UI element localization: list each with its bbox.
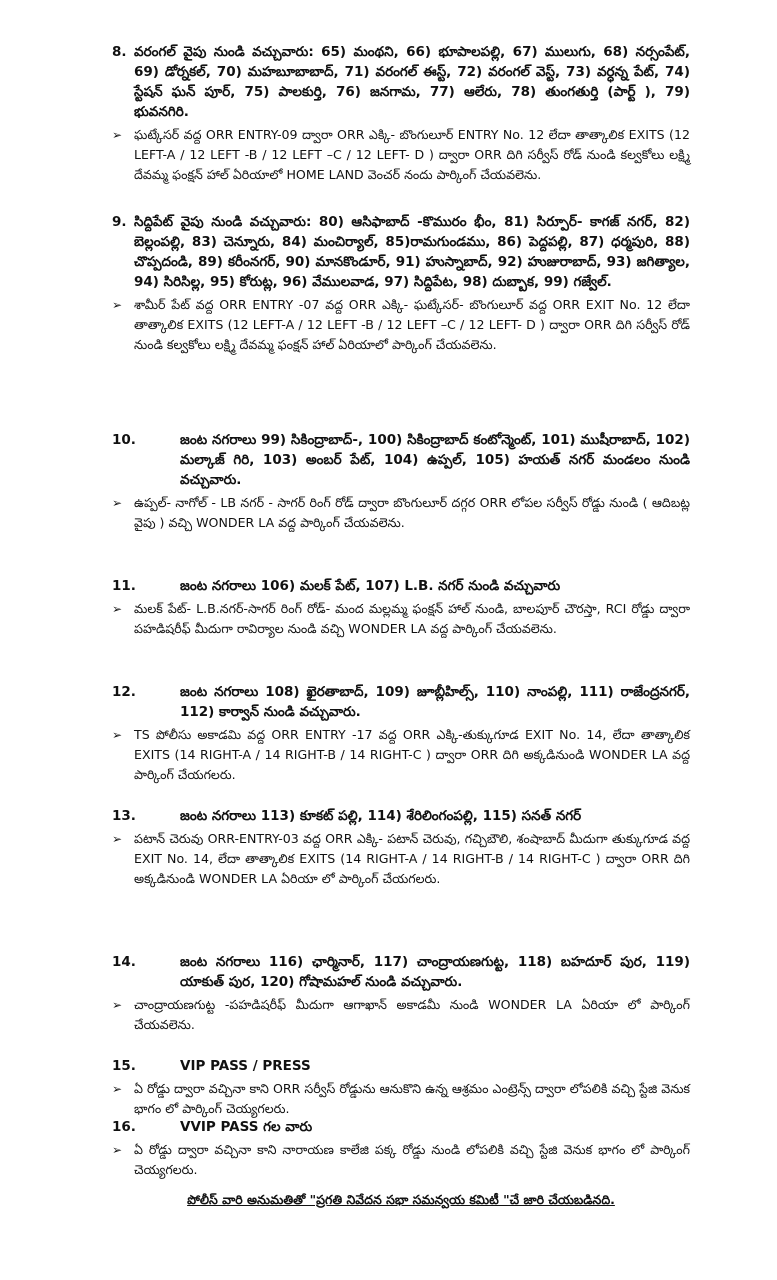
- section-number: 14.: [112, 954, 136, 970]
- route-bullet: [112, 295, 690, 355]
- section-number: 8.: [112, 44, 127, 60]
- section-heading: [112, 430, 690, 490]
- section-9: [112, 212, 690, 355]
- section-number: 9.: [112, 214, 127, 230]
- arrow-bullet-icon: ➢: [112, 128, 123, 142]
- route-text: మలక్ పేట్- L.B.నగర్-సాగర్ రింగ్ రోడ్- మంద మల్లమ్మ ఫంక్షన్ హాల్ నుండి, బాలపూర్ చౌరస్తా, RCI రోడ్డు ద్వారా పహడిషరీఫ్ మీదుగా రావిర్యాల నుండి వచ్చి WONDER LA వద్ద పార్కింగ్ చేయవలెను.: [134, 601, 690, 636]
- section-title: వరంగల్ వైపు నుండి వచ్చువారు: 65) మంథని, 66) భూపాలపల్లి, 67) ములుగు, 68) నర్సంపేట్, 69) డోర్నకల్, 70) మహబూబాబాద్, 71) వరంగల్ ఈస్ట్, 72) వరంగల్ వెస్ట్, 73) వర్ధన్న పేట్, 74) స్టేషన్ ఘన్ పూర్, 75) పాలకుర్తి, 76) జనగామ, 77) ఆలేరు, 78) తుంగతుర్తి (పార్ట్ ), 79) భువనగిరి.: [134, 44, 690, 120]
- section-heading: [112, 1056, 690, 1076]
- section-number: 16.: [112, 1119, 136, 1135]
- section-heading: [112, 952, 690, 992]
- route-text: ఘట్కేసర్ వద్ద ORR ENTRY-09 ద్వారా ORR ఎక్కి- బొంగులూర్ ENTRY No. 12 లేదా తాత్కాలిక EXITS (12 LEFT-A / 12 LEFT -B / 12 LEFT –C / 12 LEFT- D ) ద్వారా ORR దిగి సర్వీస్ రోడ్ నుండి కల్వకోలు లక్ష్మి దేవమ్మ ఫంక్షన్ హాల్ ఏరియాలో HOME LAND వెంచర్ నందు పార్కింగ్ చేయవలెను.: [134, 127, 690, 182]
- arrow-bullet-icon: ➢: [112, 1082, 123, 1096]
- arrow-bullet-icon: ➢: [112, 832, 123, 846]
- route-text: చాంద్రాయణగుట్ట -పహడిషరీఫ్ మీదుగా ఆగాఖాన్ అకాడమీ నుండి WONDER LA ఏరియా లో పార్కింగ్ చేయవలెను.: [134, 997, 690, 1032]
- route-text: TS పోలీసు అకాడమి వద్ద ORR ENTRY -17 వద్ద ORR ఎక్కి-తుక్కుగూడ EXIT No. 14, లేదా తాత్కాలిక EXITS (14 RIGHT-A / 14 RIGHT-B / 14 RIGHT-C ) ద్వారా ORR దిగి అక్కడినుండి WONDER LA వద్ద పార్కింగ్ చేయగలరు.: [134, 727, 690, 782]
- section-title: సిద్దిపేట్ వైపు నుండి వచ్చువారు: 80) ఆసిఫాబాద్ -కొమురం భీం, 81) సిర్పూర్- కాగజ్ నగర్, 82) బెల్లంపల్లి, 83) చెన్నూరు, 84) మంచిర్యాల్, 85)రామగుండము, 86) పెద్దపల్లి, 87) ధర్మపురి, 88) చొప్పదండి, 89) కరీంనగర్, 90) మానకొండూర్, 91) హుస్నాబాద్, 92) హుజురాబాద్, 93) జగిత్యాల, 94) సిరిసిల్ల, 95) కోరుట్ల, 96) వేములవాడ, 97) సిద్దిపేట, 98) దుబ్బాక, 99) గజ్వేల్.: [134, 214, 690, 290]
- route-text: శామీర్ పేట్ వద్ద ORR ENTRY -07 వద్ద ORR ఎక్కి- ఘట్కేసర్- బొంగులూర్ వద్ద ORR EXIT No. 12 లేదా తాత్కాలిక EXITS (12 LEFT-A / 12 LEFT -B / 12 LEFT –C / 12 LEFT- D ) ద్వారా ORR దిగి సర్వీస్ రోడ్ నుండి కల్వకోలు లక్ష్మి దేవమ్మ ఫంక్షన్ హాల్ ఏరియాలో పార్కింగ్ చేయవలెను.: [134, 297, 690, 352]
- route-bullet: [112, 599, 690, 639]
- route-text: ఉప్పల్- నాగోల్ - LB నగర్ - సాగర్ రింగ్ రోడ్ ద్వారా బొంగులూర్ దగ్గర ORR లోపల సర్వీస్ రోడ్డు నుండి ( ఆదిబట్ల వైపు ) వచ్చి WONDER LA వద్ద పార్కింగ్ చేయవలెను.: [134, 495, 690, 530]
- section-15: [112, 1056, 690, 1119]
- section-title: జంట నగరాలు 108) ఖైరతాబాద్, 109) జూబ్లీహిల్స్, 110) నాంపల్లి, 111) రాజేంద్రనగర్, 112) కార్వాన్ నుండి వచ్చువారు.: [180, 684, 690, 720]
- route-text: ఏ రోడ్డు ద్వారా వచ్చినా కాని నారాయణ కాలేజి పక్క రోడ్డు నుండి లోపలికి వచ్చి స్టేజి వెనుక భాగం లో పార్కింగ్ చెయ్యగలరు.: [134, 1142, 690, 1177]
- section-number: 13.: [112, 808, 136, 824]
- arrow-bullet-icon: ➢: [112, 998, 123, 1012]
- section-title: జంట నగరాలు 116) ఛార్మినార్, 117) చాంద్రాయణగుట్ట, 118) బహదూర్ పుర, 119) యాకుత్ పుర, 120) గోషామహల్ నుండి వచ్చువారు.: [180, 954, 690, 990]
- arrow-bullet-icon: ➢: [112, 1143, 123, 1157]
- section-heading: [112, 682, 690, 722]
- section-heading: [112, 1117, 690, 1137]
- route-bullet: [112, 995, 690, 1035]
- footer-note: పోలీస్ వారి అనుమతితో "ప్రగతి నివేదన సభా సమన్వయ కమిటీ "చే జారి చేయబడినది.: [187, 1192, 615, 1207]
- section-16: [112, 1117, 690, 1180]
- route-text: ఏ రోడ్డు ద్వారా వచ్చినా కాని ORR సర్వీస్ రోడ్డును ఆనుకొని ఉన్న ఆశ్రమం ఎంట్రెన్స్ ద్వారా లోపలికి వచ్చి స్టేజి వెనుక భాగం లో పార్కింగ్ చెయ్యగలరు.: [134, 1081, 690, 1116]
- route-text: పటాన్ చెరువు ORR-ENTRY-03 వద్ద ORR ఎక్కి- పటాన్ చెరువు, గచ్చిబౌలి, శంషాబాద్ మీదుగా తుక్కుగూడ వద్ద EXIT No. 14, లేదా తాత్కాలిక EXITS (14 RIGHT-A / 14 RIGHT-B / 14 RIGHT-C ) ద్వారా ORR దిగి అక్కడినుండి WONDER LA ఏరియా లో పార్కింగ్ చేయగలరు.: [134, 831, 690, 886]
- section-heading: [112, 576, 690, 596]
- route-bullet: [112, 1079, 690, 1119]
- section-10: [112, 430, 690, 533]
- section-8: [112, 42, 690, 185]
- section-title: జంట నగరాలు 106) మలక్ పేట్, 107) L.B. నగర్ నుండి వచ్చువారు: [180, 578, 561, 594]
- route-bullet: [112, 725, 690, 785]
- section-11: [112, 576, 690, 639]
- section-title: VIP PASS / PRESS: [180, 1058, 311, 1074]
- arrow-bullet-icon: ➢: [112, 728, 123, 742]
- arrow-bullet-icon: ➢: [112, 298, 123, 312]
- section-title: VVIP PASS గల వారు: [180, 1119, 313, 1135]
- section-number: 12.: [112, 684, 136, 700]
- section-heading: [112, 42, 690, 122]
- section-heading: [112, 212, 690, 292]
- section-heading: [112, 806, 690, 826]
- section-title: జంట నగరాలు 99) సికింద్రాబాద్-, 100) సికింద్రాబాద్ కంటోన్మెంట్, 101) ముషీరాబాద్, 102) మల్కాజ్ గిరి, 103) అంబర్ పేట్, 104) ఉప్పల్, 105) హయత్ నగర్ మండలం నుండి వచ్చువారు.: [180, 432, 690, 488]
- section-14: [112, 952, 690, 1035]
- section-title: జంట నగరాలు 113) కూకట్ పల్లి, 114) శేరిలింగంపల్లి, 115) సనత్ నగర్: [180, 808, 582, 824]
- section-13: [112, 806, 690, 889]
- section-number: 15.: [112, 1058, 136, 1074]
- route-bullet: [112, 1140, 690, 1180]
- route-bullet: [112, 493, 690, 533]
- section-12: [112, 682, 690, 785]
- route-bullet: [112, 829, 690, 889]
- arrow-bullet-icon: ➢: [112, 602, 123, 616]
- section-number: 11.: [112, 578, 136, 594]
- route-bullet: [112, 125, 690, 185]
- arrow-bullet-icon: ➢: [112, 496, 123, 510]
- section-number: 10.: [112, 432, 136, 448]
